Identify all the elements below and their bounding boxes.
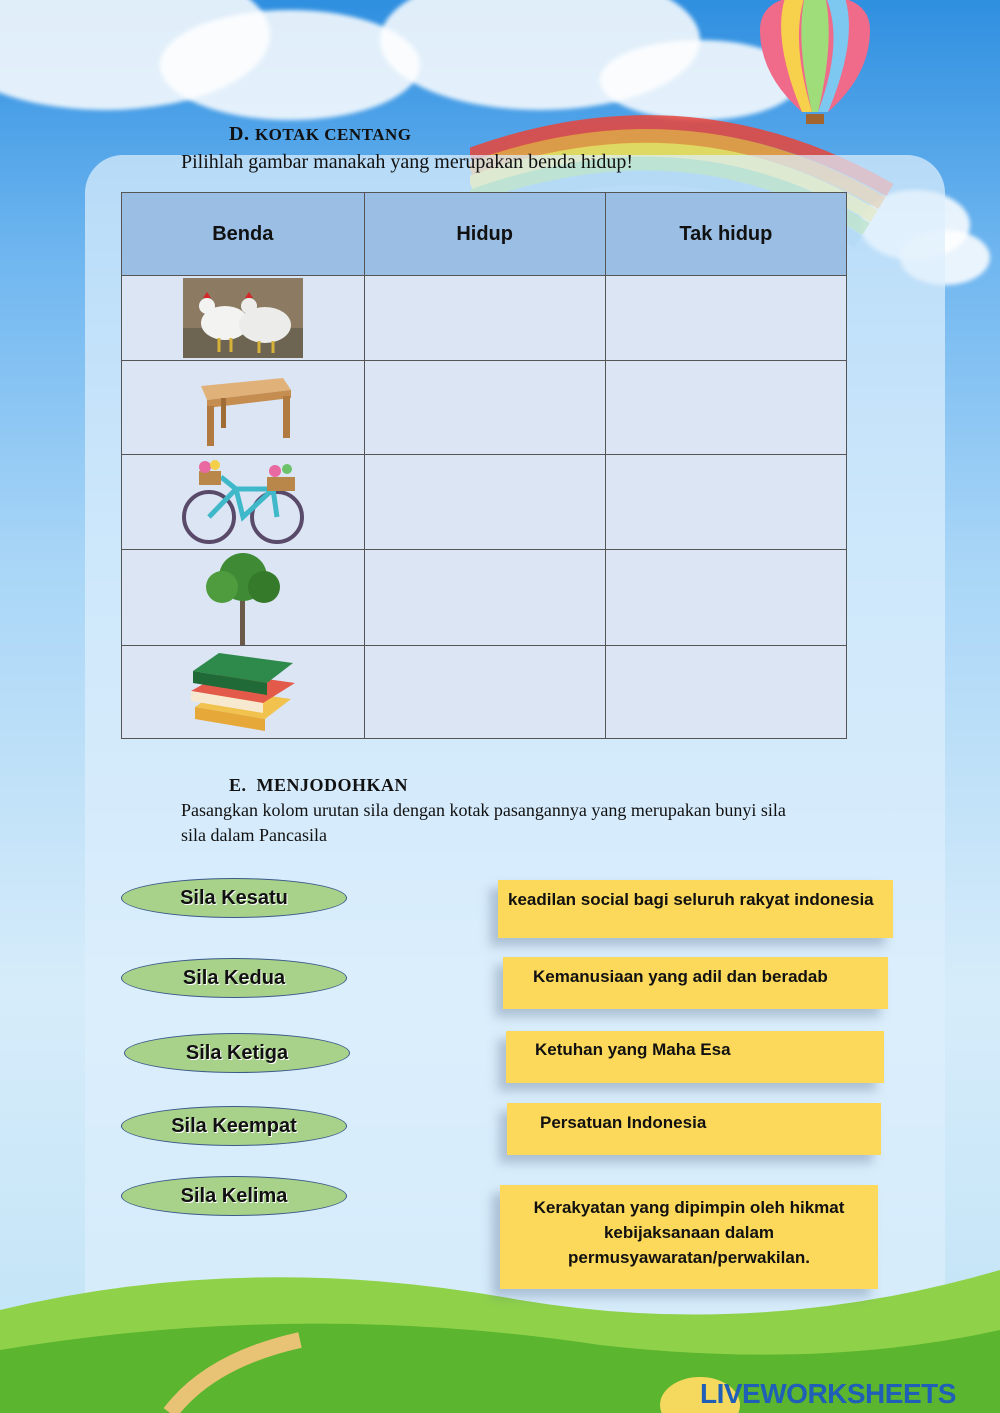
answer-banner-keadilan[interactable]: keadilan social bagi seluruh rakyat indonesia	[498, 880, 893, 938]
answer-banner-kerakyatan[interactable]: Kerakyatan yang dipimpin oleh hikmat kebijaksanaan dalam permusyawaratan/perwakilan.	[500, 1185, 878, 1289]
checkbox-table	[121, 192, 847, 739]
object-cell	[122, 550, 365, 646]
table-row	[122, 276, 847, 361]
section-d-title: D. KOTAK CENTANG	[229, 123, 412, 145]
object-cell	[122, 276, 365, 361]
tak-hidup-cell[interactable]	[605, 276, 846, 361]
object-cell	[122, 455, 365, 550]
hidup-cell[interactable]	[364, 550, 605, 646]
tak-hidup-cell[interactable]	[605, 361, 846, 455]
column-header-benda: Benda	[122, 193, 365, 276]
hidup-cell[interactable]	[364, 361, 605, 455]
answer-banner-persatuan[interactable]: Persatuan Indonesia	[507, 1103, 881, 1155]
tree-image	[198, 551, 288, 645]
answer-banner-kemanusiaan[interactable]: Kemanusiaan yang adil dan beradab	[503, 957, 888, 1009]
section-e-instruction-line2: sila dalam Pancasila	[181, 825, 327, 845]
sila-ketiga-oval[interactable]: Sila Ketiga	[124, 1033, 350, 1073]
column-header-hidup: Hidup	[364, 193, 605, 276]
tak-hidup-cell[interactable]	[605, 550, 846, 646]
sila-keempat-oval[interactable]: Sila Keempat	[121, 1106, 347, 1146]
table-image	[193, 368, 293, 448]
table-row	[122, 646, 847, 739]
bicycle-image	[181, 457, 305, 547]
table-row	[122, 550, 847, 646]
sila-kedua-oval[interactable]: Sila Kedua	[121, 958, 347, 998]
tak-hidup-cell[interactable]	[605, 455, 846, 550]
section-e-title: E. MENJODOHKAN	[229, 775, 409, 795]
hidup-cell[interactable]	[364, 276, 605, 361]
answer-banner-ketuhanan[interactable]: Ketuhan yang Maha Esa	[506, 1031, 884, 1083]
hidup-cell[interactable]	[364, 646, 605, 739]
sila-kelima-oval[interactable]: Sila Kelima	[121, 1176, 347, 1216]
liveworksheets-logo: LIVEWORKSHEETS	[700, 1378, 956, 1409]
sila-kesatu-oval[interactable]: Sila Kesatu	[121, 878, 347, 918]
table-row	[122, 361, 847, 455]
column-header-tak-hidup: Tak hidup	[605, 193, 846, 276]
section-e-instruction-line1: Pasangkan kolom urutan sila dengan kotak pasangannya yang merupakan bunyi sila	[181, 800, 786, 820]
hidup-cell[interactable]	[364, 455, 605, 550]
books-image	[187, 649, 299, 735]
object-cell	[122, 646, 365, 739]
section-d-instruction: Pilihlah gambar manakah yang merupakan benda hidup!	[181, 151, 634, 173]
chickens-image	[183, 278, 303, 358]
table-row	[122, 455, 847, 550]
tak-hidup-cell[interactable]	[605, 646, 846, 739]
object-cell	[122, 361, 365, 455]
